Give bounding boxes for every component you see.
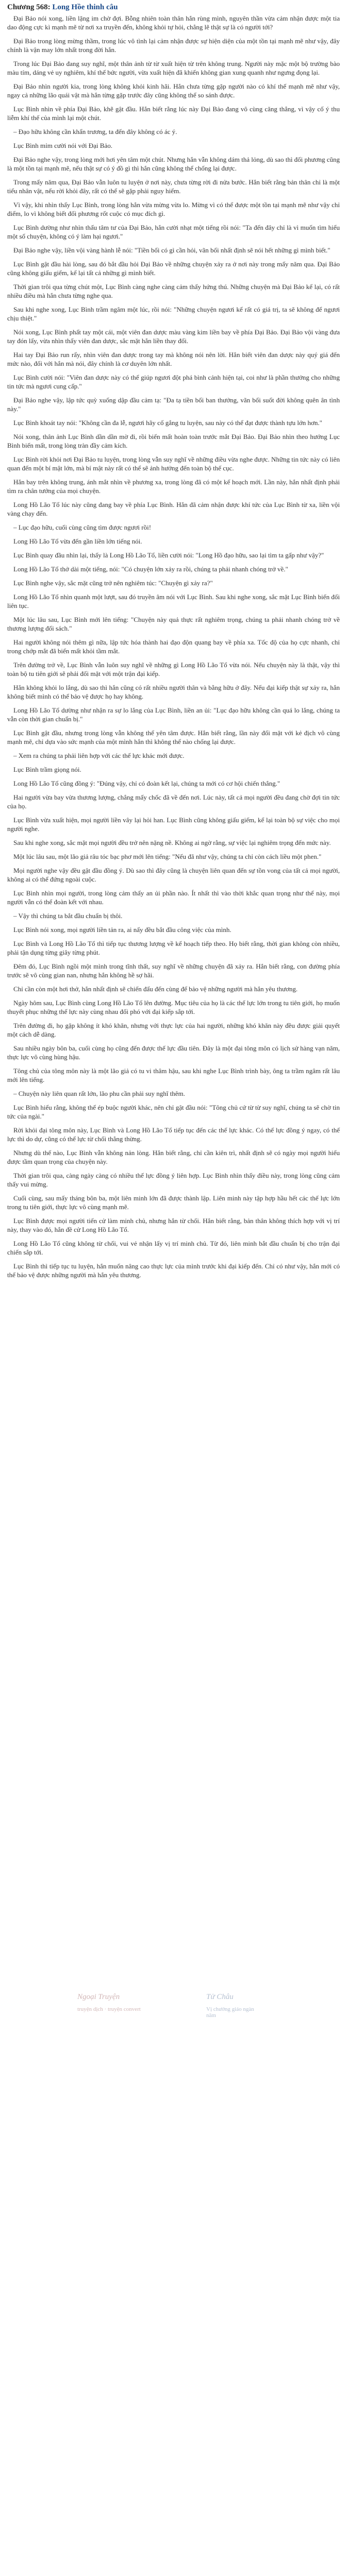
watermark-left-subtitle: truyện dịch · truyện convert bbox=[77, 2006, 141, 2012]
paragraph: Lục Bình nhìn mọi người, trong lòng cảm thấy an ủi phần nào. Ít nhất thì vào thời khắc quan trọng như thế này, mọi người vẫn có thể đoàn kết với nhau. bbox=[7, 889, 340, 906]
paragraph: Thời gian trôi qua, càng ngày càng có nhiều thế lực đồng ý liên hợp. Lục Bình nhìn thấy điều này, trong lòng cũng cảm thấy vui mừng. bbox=[7, 1172, 340, 1188]
paragraph: – Chuyện này liên quan rất lớn, lão phu cần phải suy nghĩ thêm. bbox=[13, 1090, 185, 1097]
paragraph: Lục Bình nhìn về phía Đại Bảo, khẽ gật đầu. Hắn biết rằng lúc này Đại Bảo đang vô cùng căng thẳng, vì vậy cố ý thu liễm khí thế của mình lại một chút. bbox=[7, 105, 340, 122]
paragraph: Trên đường trở về, Lục Bình vẫn luôn suy nghĩ về những gì Long Hồ Lão Tổ vừa nói. Nếu chuyện này là thật, vậy thì toàn bộ tu tiên giới sẽ phải đối mặt với một trận đại kiếp. bbox=[7, 661, 340, 677]
chapter-name: Long Hồe thinh câu bbox=[52, 3, 118, 11]
paragraph: Sau khi nghe xong, Lục Bình trầm ngâm một lúc, rồi nói: "Những chuyện ngươi kể rất có giá trị, ta sẽ không để ngươi chịu thiệt." bbox=[7, 306, 340, 322]
paragraph: Lục Bình và Long Hồ Lão Tổ thì tiếp tục thương lượng về kế hoạch tiếp theo. Họ biết rằng, thời gian không còn nhiều, phải tận dụng từng giây từng phút. bbox=[7, 940, 340, 956]
paragraph: Long Hồ Lão Tổ thở dài một tiếng, nói: "Có chuyện lớn xảy ra rồi, chúng ta phải nhanh chóng trở về." bbox=[13, 565, 288, 573]
paragraph: Đại Bảo trong lòng mừng thầm, trong lúc vô tình lại cảm nhận được sự hiện diện của một tồn tại mạnh mẽ như vậy, đây chính là vận may lớn nhất trong đời hắn. bbox=[7, 37, 340, 54]
paragraph: Lục Bình nghe vậy, sắc mặt cũng trở nên nghiêm túc: "Chuyện gì xảy ra?" bbox=[13, 579, 213, 587]
paragraph: – Vậy thì chúng ta bắt đầu chuẩn bị thôi. bbox=[13, 912, 123, 920]
paragraph: Trong mấy năm qua, Đại Bảo vẫn luôn tu luyện ở nơi này, chưa từng rời đi nửa bước. Hắn biết rằng bản thân chỉ là một tiểu nhân vật, nếu rời khỏi đây, rất có thể sẽ gặp phải nguy hiểm. bbox=[7, 178, 340, 195]
paragraph: Đêm đó, Lục Bình ngồi một mình trong tĩnh thất, suy nghĩ về những chuyện đã xảy ra. Hắn biết rằng, con đường phía trước sẽ vô cùng gian nan, nhưng hắn không hề sợ hãi. bbox=[7, 962, 340, 979]
paragraph: Đại Bảo nói xong, liền lặng im chờ đợi. Bỗng nhiên toàn thân hắn rùng mình, nguyên thần vừa cảm nhận được một tia dao động cực kì mạnh mẽ từ nơi xa truyền đến, không khỏi tự hỏi, chẳng lẽ thật sự là có người tới? bbox=[7, 14, 340, 31]
watermark-right-title: Tử Châu bbox=[206, 1993, 234, 2001]
paragraph: Ngày hôm sau, Lục Bình cùng Long Hồ Lão Tổ lên đường. Mục tiêu của họ là các thế lực lớn trong tu tiên giới, họ muốn thuyết phục những thế lực này cùng nhau đối phó với đại kiếp sắp tới. bbox=[7, 999, 340, 1015]
paragraph: Chỉ cần còn một hơi thở, hắn nhất định sẽ chiến đấu đến cùng để bảo vệ những người mà hắn yêu thương. bbox=[13, 985, 298, 993]
paragraph: Long Hồ Lão Tổ cũng không từ chối, vui vẻ nhận lấy vị trí minh chủ. Từ đó, liên minh bắt đầu chuẩn bị cho trận đại chiến sắp tới. bbox=[7, 1240, 340, 1256]
paragraph: Đại Bảo nghe vậy, trong lòng mới hơi yên tâm một chút. Nhưng hắn vẫn không dám thả lỏng, dù sao thì đối phương cũng là một tồn tại mạnh mẽ, nếu thật sự có ý đồ gì thì hắn cũng không thể chống lại được. bbox=[7, 156, 340, 172]
paragraph: Long Hồ Lão Tổ lúc này cũng đang bay về phía Lục Bình. Hắn đã cảm nhận được khí tức của Lục Bình từ xa, liền vội vàng chạy đến. bbox=[7, 501, 340, 517]
paragraph: Lục Bình thì tiếp tục tu luyện, hắn muốn nâng cao thực lực của mình trước khi đại kiếp đến. Chỉ có như vậy, hắn mới có thể bảo vệ được những người mà hắn yêu thương. bbox=[7, 1262, 340, 1279]
paragraph: Long Hồ Lão Tổ vừa đến gần liền lớn tiếng nói. bbox=[13, 537, 142, 545]
paragraph: Tông chủ của tông môn này là một lão giả có tu vi thâm hậu, sau khi nghe Lục Bình trình bày, ông ta trầm ngâm rất lâu mới lên tiếng. bbox=[7, 1067, 340, 1083]
paragraph: Trên đường đi, họ gặp không ít khó khăn, nhưng với thực lực của hai người, những khó khăn này đều được giải quyết một cách dễ dàng. bbox=[7, 1022, 340, 1038]
paragraph: Mọi người nghe vậy đều gật đầu đồng ý. Dù sao thì đây cũng là chuyện liên quan đến sự tồn vong của tất cả mọi người, không ai có thể đứng ngoài cuộc. bbox=[7, 867, 340, 883]
paragraph: Lục Bình mỉm cười nói với Đại Bảo. bbox=[13, 142, 112, 149]
paragraph: Lục Bình nói xong, mọi người liền tản ra, ai nấy đều bắt đầu công việc của mình. bbox=[13, 926, 232, 934]
paragraph: Lục Bình khoát tay nói: "Không cần đa lễ, ngươi hãy cố gắng tu luyện, sau này có thể đạt được thành tựu lớn hơn." bbox=[13, 419, 322, 427]
paragraph: Long Hồ Lão Tổ nhìn quanh một lượt, sau đó truyền âm nói với Lục Bình. Sau khi nghe xong, sắc mặt Lục Bình biến đổi liên tục. bbox=[7, 593, 340, 609]
watermark-banner bbox=[77, 1989, 263, 2035]
paragraph: Long Hồ Lão Tổ cũng đồng ý: "Đúng vậy, chỉ có đoàn kết lại, chúng ta mới có cơ hội chiến thắng." bbox=[13, 779, 280, 787]
paragraph: Sau khi nghe xong, sắc mặt mọi người đều trở nên nặng nề. Không ai ngờ rằng, sự việc lại nghiêm trọng đến mức này. bbox=[13, 839, 331, 846]
paragraph: Vì vậy, khi nhìn thấy Lục Bình, trong lòng hắn vừa mừng vừa lo. Mừng vì có thể được một tồn tại mạnh mẽ như vậy chỉ điểm, lo vì không biết đối phương rốt cuộc có mục đích gì. bbox=[7, 201, 340, 217]
paragraph: Nói xong, thân ảnh Lục Bình dần dần mờ đi, rồi biến mất hoàn toàn trước mắt Đại Bảo. Đại Bảo nhìn theo hướng Lục Bình biến mất, trong lòng tràn đầy cảm kích. bbox=[7, 433, 340, 449]
paragraph: Một lúc lâu sau, Lục Bình mới lên tiếng: "Chuyện này quả thực rất nghiêm trọng, chúng ta phải nhanh chóng trở về thương lượng đối sách." bbox=[7, 616, 340, 632]
paragraph: Hắn không khỏi lo lắng, dù sao thì hắn cũng có rất nhiều người thân và bằng hữu ở đây. Nếu đại kiếp thật sự xảy ra, hắn không biết mình có thể bảo vệ được họ hay không. bbox=[7, 684, 340, 700]
paragraph: Một lúc lâu sau, một lão giả râu tóc bạc phơ mới lên tiếng: "Nếu đã như vậy, chúng ta chỉ còn cách liều một phen." bbox=[13, 853, 322, 860]
paragraph: Rời khỏi đại tông môn này, Lục Bình và Long Hồ Lão Tổ tiếp tục đến các thế lực khác. Có thế lực đồng ý ngay, có thế lực thì do dự, cũng có thế lực từ chối thẳng thừng. bbox=[7, 1126, 340, 1143]
paragraph: Long Hồ Lão Tổ dường như nhận ra sự lo lắng của Lục Bình, liền an ủi: "Lục đạo hữu không cần quá lo lắng, chúng ta vẫn còn thời gian chuẩn bị." bbox=[7, 706, 340, 723]
paragraph: – Lục đạo hữu, cuối cùng cũng tìm được ngươi rồi! bbox=[13, 523, 152, 531]
paragraph: Lục Bình gật đầu, nhưng trong lòng vẫn không thể yên tâm được. Hắn biết rằng, lần này đối mặt với kẻ địch vô cùng mạnh mẽ, chỉ dựa vào sức mạnh của một mình hắn thì không thể nào chống lại được. bbox=[7, 729, 340, 745]
paragraph: Lục Bình dường như nhìn thấu tâm tư của Đại Bảo, hắn cười nhạt một tiếng rồi nói: "Ta đến đây chỉ là vì muốn tìm hiểu một số chuyện, không có ý làm hại ngươi." bbox=[7, 224, 340, 240]
paragraph: Lục Bình rời khỏi nơi Đại Bảo tu luyện, trong lòng vẫn suy nghĩ về những điều vừa nghe được. Những tin tức này có liên quan đến một bí mật lớn, mà bí mật này rất có thể sẽ ảnh hưởng đến toàn bộ thế cục. bbox=[7, 455, 340, 472]
paragraph: Hai tay Đại Bảo run rẩy, nhìn viên đan dược trong tay mà không nói nên lời. Hắn biết viên đan dược này quý giá đến mức nào, đối với hắn mà nói, đây chính là cơ duyên lớn nhất. bbox=[7, 351, 340, 367]
paragraph: Sau nhiều ngày bôn ba, cuối cùng họ cũng đến được thế lực đầu tiên. Đây là một đại tông môn có lịch sử hàng vạn năm, thực lực vô cùng hùng hậu. bbox=[7, 1044, 340, 1061]
paragraph: Đại Bảo nghe vậy, liền vội vàng hành lễ nói: "Tiền bối có gì cần hỏi, vãn bối nhất định sẽ nói hết những gì mình biết." bbox=[13, 246, 331, 254]
paragraph: Lục Bình quay đầu nhìn lại, thấy là Long Hồ Lão Tổ, liền cười nói: "Long Hồ đạo hữu, sao lại tìm ta gấp như vậy?" bbox=[13, 551, 324, 559]
paragraph: Đại Bảo nghe vậy, lập tức quỳ xuống dập đầu cảm tạ: "Đa tạ tiền bối ban thưởng, vãn bối suốt đời không quên ân tình này." bbox=[7, 396, 340, 413]
paragraph: Nhưng dù thế nào, Lục Bình vẫn không nản lòng. Hắn biết rằng, chỉ cần kiên trì, nhất định sẽ có ngày mọi người hiểu được tầm quan trọng của chuyện này. bbox=[7, 1149, 340, 1165]
paragraph: Lục Bình gật đầu hài lòng, sau đó bắt đầu hỏi Đại Bảo về những chuyện xảy ra ở nơi này trong mấy năm qua. Đại Bảo cũng không giấu giếm, kể lại tất cả những gì mình biết. bbox=[7, 260, 340, 277]
chapter-number: Chương 568: bbox=[7, 3, 51, 11]
watermark-right-subtitle: Vị chưởng giáo ngàn năm bbox=[206, 2006, 254, 2019]
paragraph: Cuối cùng, sau mấy tháng bôn ba, một liên minh lớn đã được thành lập. Liên minh này tập hợp hầu hết các thế lực lớn trong tu tiên giới, thực lực vô cùng mạnh mẽ. bbox=[7, 1194, 340, 1211]
paragraph: Lục Bình được mọi người tiến cử làm minh chủ, nhưng hắn từ chối. Hắn biết rằng, bản thân không thích hợp với vị trí này, thay vào đó, hắn đề cử Long Hồ Lão Tổ. bbox=[7, 1217, 340, 1233]
paragraph: Lục Bình vừa xuất hiện, mọi người liền vây lại hỏi han. Lục Bình cũng không giấu giếm, kể lại toàn bộ sự việc cho mọi người nghe. bbox=[7, 816, 340, 833]
paragraph: Lục Bình hiểu rằng, không thể ép buộc người khác, nên chỉ gật đầu nói: "Tông chủ cứ từ từ suy nghĩ, chúng ta sẽ chờ tin tức của ngài." bbox=[7, 1104, 340, 1120]
paragraph: Lục Bình cười nói: "Viên đan dược này có thể giúp ngươi đột phá bình cảnh hiện tại, coi như là phần thưởng cho những tin tức mà ngươi cung cấp." bbox=[7, 374, 340, 390]
chapter-title bbox=[7, 0, 340, 14]
paragraph: Hắn bay trên không trung, ánh mắt nhìn về phương xa, trong lòng đã có một kế hoạch mới. Lần này, hắn nhất định phải tìm ra chân tướng của mọi chuyện. bbox=[7, 478, 340, 495]
paragraph: Hai người không nói thêm gì nữa, lập tức hóa thành hai đạo độn quang bay về phía xa. Tốc độ của họ cực nhanh, chỉ trong chớp mắt đã biến mất khỏi tầm mắt. bbox=[7, 638, 340, 655]
paragraph: Thời gian trôi qua từng chút một, Lục Bình càng nghe càng cảm thấy hứng thú. Những chuyện mà Đại Bảo kể lại, có rất nhiều điều mà hắn chưa từng nghe qua. bbox=[7, 283, 340, 299]
paragraph: – Xem ra chúng ta phải liên hợp với các thế lực khác mới được. bbox=[13, 752, 185, 759]
paragraph: Hai người vừa bay vừa thương lượng, chẳng mấy chốc đã về đến nơi. Lúc này, tất cả mọi người đều đang chờ đợi tin tức của họ. bbox=[7, 793, 340, 810]
paragraph: Lục Bình trầm giọng nói. bbox=[13, 766, 81, 773]
paragraph: Đại Bảo nhìn người kia, trong lòng không khỏi kinh hãi. Hắn chưa từng gặp người nào có khí thế mạnh mẽ như vậy, ngay cả những lão quái vật mà hắn từng gặp trước đây cũng không thể so sánh được. bbox=[7, 82, 340, 99]
paragraph: Trong lúc Đại Bảo đang suy nghĩ, một thân ảnh từ từ xuất hiện từ trên không trung. Người này mặc một bộ trường bào màu tím, dáng vẻ uy nghiêm, khí thế bức người, vừa xuất hiện đã khiến không gian xung quanh như ngưng đọng lại. bbox=[7, 60, 340, 76]
paragraph: – Đạo hữu không cần khẩn trương, ta đến đây không có ác ý. bbox=[13, 128, 177, 135]
watermark-left-title: Ngoại Truyện bbox=[77, 1993, 120, 2001]
chapter-body bbox=[7, 14, 340, 1279]
paragraph: Nói xong, Lục Bình phất tay một cái, một viên đan dược màu vàng kim liền bay về phía Đại Bảo. Đại Bảo vội vàng đưa tay đón lấy, vừa nhìn thấy viên đan dược, sắc mặt hắn liền thay đổi. bbox=[7, 328, 340, 345]
